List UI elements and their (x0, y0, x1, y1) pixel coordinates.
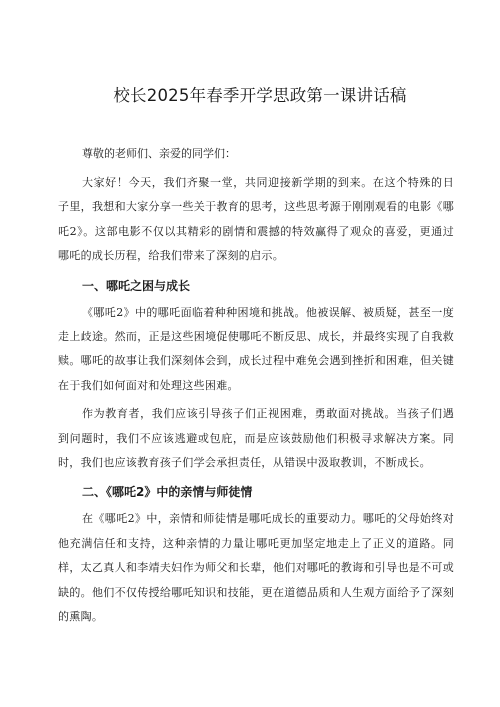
greeting: 尊敬的老师们、亲爱的同学们： (82, 147, 236, 160)
intro-paragraph: 大家好！今天，我们齐聚一堂，共同迎接新学期的到来。在这个特殊的日子里，我想和大家分享一些关于教育的思考，这些思考源于刚刚观看的电影《哪吒2》。这部电影不仅以其精彩的剧情和震撼的特效赢得了观众的喜爱，更通过哪吒的成长历程，给我们带来了深刻的启示。 (58, 176, 454, 263)
section-2-paragraph-1: 在《哪吒2》中，亲情和师徒情是哪吒成长的重要动力。哪吒的父母始终对他充满信任和支持，这种亲情的力量让哪吒更加坚定地走上了正义的道路。同样，太乙真人和李靖夫妇作为师父和长辈，他们对哪吒的教诲和引导也是不可或缺的。他们不仅传授给哪吒知识和技能，更在道德品质和人生观方面给予了深刻的熏陶。 (58, 512, 454, 624)
page-title: 校长2025年春季开学思政第一课讲话稿 (113, 86, 407, 105)
section-1-paragraph-1: 《哪吒2》中的哪吒面临着种种困境和挑战。他被误解、被质疑，甚至一度走上歧途。然而，正是这些困境促使哪吒不断反思、成长，并最终实现了自我救赎。哪吒的故事让我们深刻体会到，成长过程中难免会遇到挫折和困难，但关键在于我们如何面对和处理这些困难。 (58, 305, 454, 392)
section-1-paragraph-2: 作为教育者，我们应该引导孩子们正视困难，勇敢面对挑战。当孩子们遇到问题时，我们不应该逃避或包庇，而是应该鼓励他们积极寻求解决方案。同时，我们也应该教育孩子们学会承担责任，从错误中汲取教训，不断成长。 (58, 407, 454, 470)
section-heading-2: 二、《哪吒2》中的亲情与师徒情 (82, 485, 253, 500)
section-heading-1: 一、哪吒之困与成长 (82, 278, 191, 293)
